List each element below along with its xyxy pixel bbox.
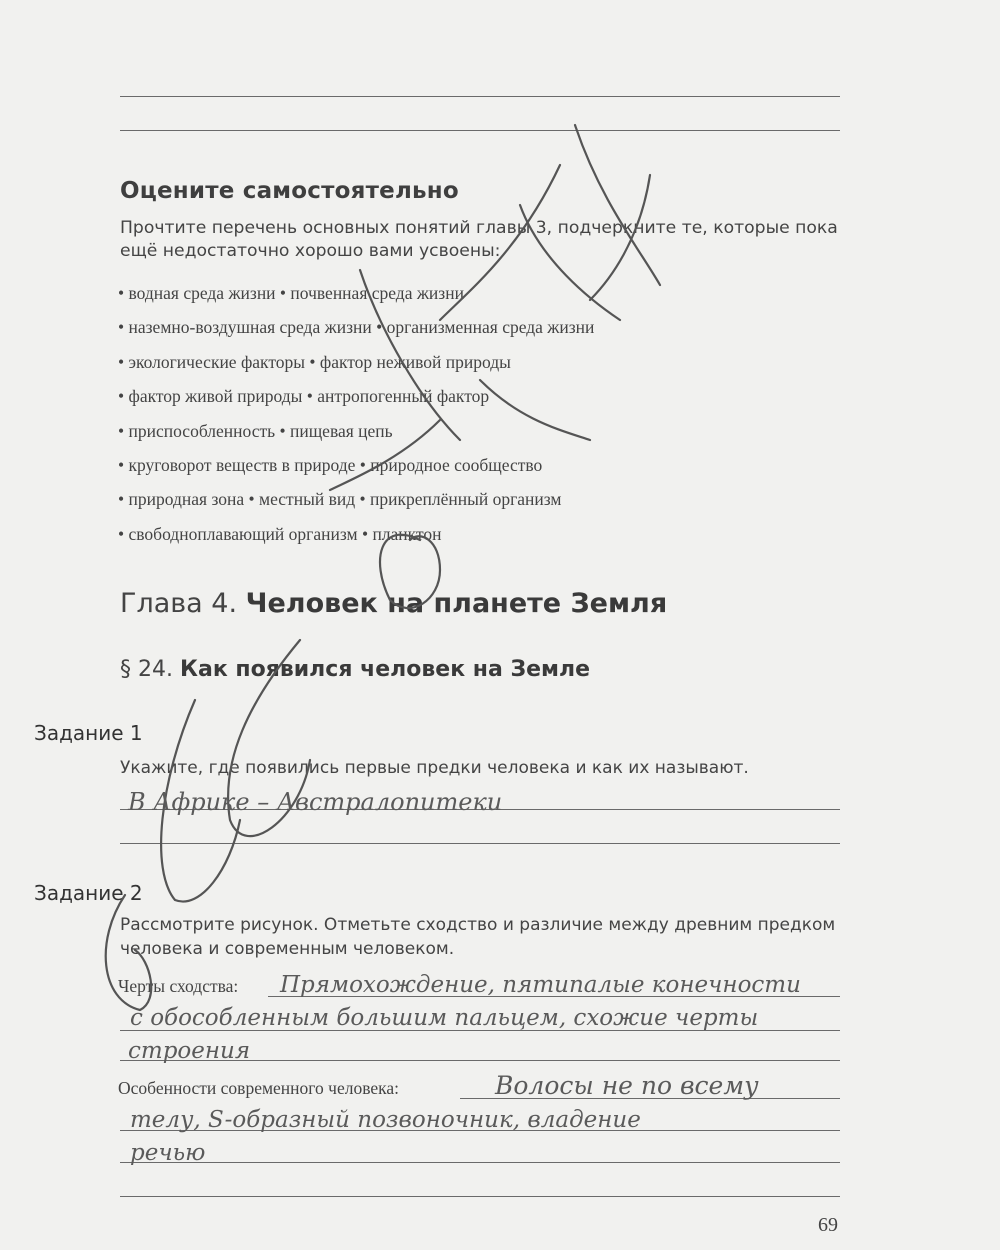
modern-answer-line: телу, S-образный позвоночник, владение — [130, 1107, 641, 1133]
modern-features-label: Особенности современного человека: — [118, 1078, 399, 1098]
watermark-scribble — [106, 125, 660, 1010]
task1-label: Задание 1 — [34, 721, 143, 745]
term-line: • водная среда жизни • почвенная среда жизни — [118, 283, 464, 303]
paragraph-name: Как появился человек на Земле — [179, 657, 591, 682]
task2-question: Рассмотрите рисунок. Отметьте сходство и различие между древним предком человека и современным человеком. — [120, 915, 836, 959]
term-line: • наземно-воздушная среда жизни • организменная среда жизни — [118, 317, 595, 338]
section-heading: Оцените самостоятельно — [120, 178, 459, 204]
term-line: • свободноплавающий организм • планктон — [118, 523, 442, 544]
task1-handwritten-answer: В Африке – Австралопитеки — [128, 788, 503, 816]
paragraph-prefix: § 24. — [120, 657, 180, 682]
task1-question: Укажите, где появились первые предки человека и как их называют. — [120, 758, 749, 778]
chapter-prefix: Глава 4. — [120, 588, 246, 619]
term-line: • природная зона • местный вид • прикреплённый организм — [118, 489, 562, 510]
intro-text: Прочтите перечень основных понятий главы 3, подчеркните те, которые пока ещё недостаточно хорошо вами усвоены: — [120, 218, 838, 261]
page-number: 69 — [818, 1214, 838, 1236]
modern-answer-line: Волосы не по всему — [495, 1071, 759, 1100]
chapter-name: Человек на планете Земля — [245, 588, 668, 619]
term-line: • приспособленность • пищевая цепь — [118, 420, 393, 441]
term-line: • круговорот веществ в природе • природное сообщество — [118, 455, 543, 476]
term-line: • экологические факторы • фактор неживой природы — [118, 351, 511, 372]
similarity-answer-line: с обособленным большим пальцем, схожие черты — [130, 1005, 759, 1031]
similarity-answer-line: строения — [128, 1038, 251, 1064]
term-line: • фактор живой природы • антропогенный фактор — [118, 386, 490, 407]
similarity-answer-line: Прямохождение, пятипалые конечности — [280, 972, 801, 998]
modern-answer-line: речью — [130, 1140, 206, 1166]
similarity-label: Черты сходства: — [118, 976, 239, 996]
task2-label: Задание 2 — [34, 881, 143, 905]
